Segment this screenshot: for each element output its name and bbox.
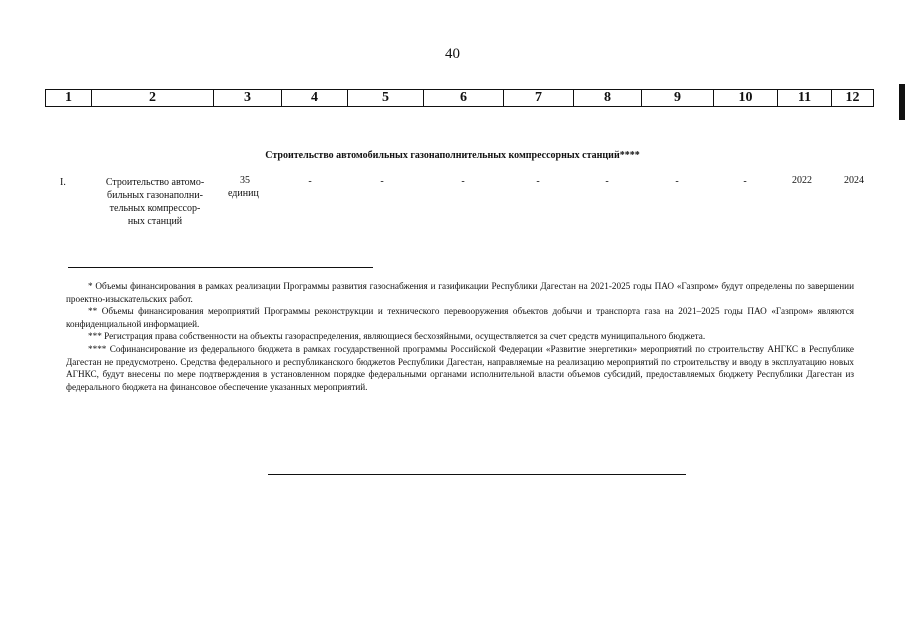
column-header: 2 xyxy=(92,90,214,107)
row-number: I. xyxy=(60,177,66,188)
footnote: **** Софинансирование из федерального бюджета в рамках государственной программы Российской Федерации «Развитие энергетики» мероприятий по строительству АНГКС в Республике Дагестан не предусмотрено. Средства федерального и республиканского бюджетов Республики Дагестан, направляемые на реализацию мероприятий по строительству и вводу в эксплуатацию новых АГНКС, будут внесены по мере подтверждения в установленном порядке федеральными органами исполнительной власти объемов субсидий, предоставляемых бюджету Республики Дагестан из федерального бюджета на финансовое обеспечение указанных мероприятий. xyxy=(66,343,854,392)
section-title: Строительство автомобильных газонаполнительных компрессорных станций**** xyxy=(265,150,640,161)
row-dash: - xyxy=(605,176,609,187)
column-header: 7 xyxy=(504,90,574,107)
row-unit: единиц xyxy=(228,188,259,199)
row-dash: - xyxy=(461,176,465,187)
row-dash: - xyxy=(380,176,384,187)
row-dash: - xyxy=(308,176,312,187)
footnote-separator xyxy=(68,267,373,268)
row-name-line: бильных газонаполни- xyxy=(107,190,203,201)
row-quantity: 35 xyxy=(240,175,250,186)
column-header: 5 xyxy=(348,90,424,107)
column-header: 8 xyxy=(574,90,642,107)
page-number: 40 xyxy=(445,46,460,62)
row-name-line: тельных компрессор- xyxy=(109,203,201,214)
column-header: 12 xyxy=(832,90,874,107)
scan-edge-mark xyxy=(899,84,905,120)
column-header: 11 xyxy=(778,90,832,107)
row-dash: - xyxy=(675,176,679,187)
column-header: 3 xyxy=(214,90,282,107)
row-end-year: 2024 xyxy=(844,175,864,186)
row-start-year: 2022 xyxy=(792,175,812,186)
column-header: 6 xyxy=(424,90,504,107)
column-header: 10 xyxy=(714,90,778,107)
column-header-table xyxy=(45,89,874,107)
row-name xyxy=(85,176,225,228)
row-name-line: ных станций xyxy=(127,216,183,227)
column-header: 1 xyxy=(46,90,92,107)
row-name-line: Строительство автомо- xyxy=(105,177,205,188)
column-header: 4 xyxy=(282,90,348,107)
footnote: * Объемы финансирования в рамках реализации Программы развития газоснабжения и газификации Республики Дагестан на 2021-2025 годы ПАО «Газпром» будут определены по завершении проектно-изыскательских работ. xyxy=(66,281,854,304)
column-header: 9 xyxy=(642,90,714,107)
row-dash: - xyxy=(536,176,540,187)
end-rule xyxy=(268,474,686,475)
footnote: ** Объемы финансирования мероприятий Программы реконструкции и технического перевооружения объектов добычи и транспорта газа на 2021–2025 годы ПАО «Газпром» являются конфиденциальной информацией. xyxy=(66,306,854,329)
footnote: *** Регистрация права собственности на объекты газораспределения, являющиеся бесхозяйными, осуществляется за счет средств муниципального бюджета. xyxy=(88,331,706,342)
footnotes xyxy=(66,280,854,393)
row-dash: - xyxy=(743,176,747,187)
